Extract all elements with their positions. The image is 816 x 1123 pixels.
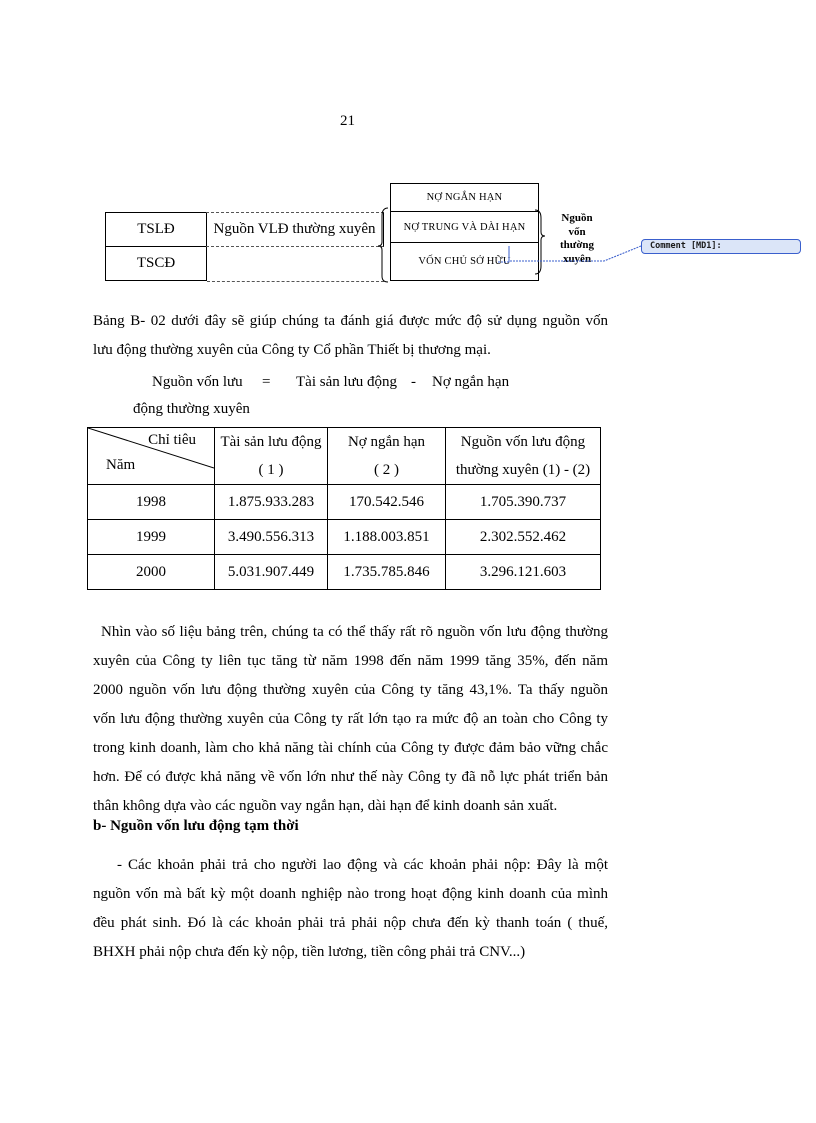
text-line: BHXH phải nộp chưa đến kỳ nộp, tiền lương, tiền công phải trả CNV...)	[93, 944, 526, 960]
text-line: đều phát sinh. Đó là các khoản phải trả phải nộp chưa đến kỳ thanh toán ( thuế,	[93, 915, 608, 931]
table-cell: 1.875.933.283	[215, 485, 328, 520]
table-corner-cell	[88, 428, 215, 485]
table-header-row	[88, 428, 601, 485]
bullet-paragraph	[93, 851, 608, 967]
formula-left-1: Nguồn vốn lưu	[152, 374, 243, 390]
diagram-long-debt: NỢ TRUNG VÀ DÀI HẠN	[390, 211, 539, 243]
table-cell: 1999	[88, 520, 215, 555]
diagram-middle: Nguồn VLĐ thường xuyên	[206, 212, 384, 247]
page-number: 21	[340, 113, 355, 129]
text-line: hơn. Để có được khả năng về vốn lớn như thế này Công ty đã nỗ lực phát triển bản	[93, 769, 608, 785]
header-line: Tài sản lưu động	[220, 434, 322, 450]
diagram-equity: VỐN CHỦ SỞ HỮU	[390, 242, 539, 281]
table-cell: 5.031.907.449	[215, 555, 328, 590]
formula-term-b: Nợ ngắn hạn	[432, 374, 510, 390]
table-cell: 3.490.556.313	[215, 520, 328, 555]
header-line: Nguồn vốn lưu động	[460, 434, 586, 450]
side-label-line: thường	[559, 239, 595, 251]
side-label-line: vốn	[568, 225, 586, 238]
text-line: vốn lưu động thường xuyên của Công ty rất lớn tạo ra mức độ an toàn cho Công ty	[93, 711, 608, 727]
side-label-line: xuyên	[562, 252, 592, 265]
table-row	[88, 485, 601, 520]
header-line: ( 2 )	[374, 462, 399, 478]
table-cell: 1998	[88, 485, 215, 520]
table-cell: 2000	[88, 555, 215, 590]
table-header	[446, 428, 601, 485]
table-header	[215, 428, 328, 485]
corner-top-label: Chỉ tiêu	[148, 432, 196, 448]
comment-connector	[509, 244, 644, 266]
table-cell: 2.302.552.462	[446, 520, 601, 555]
text-line: thân không dựa vào các nguồn vay ngắn hạn, dài hạn để kinh doanh sản xuất.	[93, 798, 558, 814]
diagram-tscd: TSCĐ	[105, 246, 207, 281]
header-line: thường xuyên (1) - (2)	[455, 462, 591, 478]
text-line: trong kinh doanh, làm cho khả năng tài chính của Công ty được đảm bảo vững chắc	[93, 740, 608, 756]
table-cell: 1.705.390.737	[446, 485, 601, 520]
table-row	[88, 555, 601, 590]
diagram-short-debt: NỢ NGẮN HẠN	[390, 183, 539, 212]
diagram-dashed-line	[207, 281, 384, 282]
text-line: Nhìn vào số liệu bảng trên, chúng ta có thể thấy rất rõ nguồn vốn lưu động thường	[101, 624, 608, 640]
table-cell: 1.188.003.851	[328, 520, 446, 555]
section-heading: b- Nguồn vốn lưu động tạm thời	[93, 818, 299, 834]
formula-minus: -	[411, 374, 416, 390]
formula-term-a: Tài sản lưu động	[296, 374, 398, 390]
text-line: - Các khoản phải trả cho người lao động và các khoản phải nộp: Đây là một	[117, 857, 608, 873]
text-line: 2000 nguồn vốn lưu động thường xuyên của Công ty tăng 43,1%. Ta thấy nguồn	[93, 682, 608, 698]
table-cell: 170.542.546	[328, 485, 446, 520]
corner-bottom-label: Năm	[106, 457, 136, 473]
header-line: ( 1 )	[258, 462, 284, 478]
capital-table	[87, 427, 601, 590]
table-cell: 1.735.785.846	[328, 555, 446, 590]
formula-equals: =	[262, 374, 271, 390]
intro-paragraph	[93, 307, 608, 365]
table-row	[88, 520, 601, 555]
text-line: nguồn vốn mà bất kỳ một doanh nghiệp nào trong hoạt động kinh doanh của mình	[93, 886, 608, 902]
text-line: Bảng B- 02 dưới đây sẽ giúp chúng ta đánh giá được mức độ sử dụng nguồn vốn	[93, 313, 608, 329]
comment-balloon[interactable]: Comment [MD1]:	[641, 239, 801, 254]
table-cell: 3.296.121.603	[446, 555, 601, 590]
text-line: lưu động thường xuyên của Công ty Cổ phần Thiết bị thương mại.	[93, 342, 491, 358]
analysis-paragraph	[93, 618, 608, 821]
header-line: Nợ ngắn hạn	[347, 434, 426, 450]
formula-left-2: động thường xuyên	[133, 401, 250, 417]
diagram-tsld: TSLĐ	[105, 212, 207, 247]
side-label-line: Nguồn	[561, 212, 593, 224]
text-line: xuyên của Công ty liên tục tăng từ năm 1998 đến năm 1999 tăng 35%, đến năm	[93, 653, 608, 669]
table-header	[328, 428, 446, 485]
